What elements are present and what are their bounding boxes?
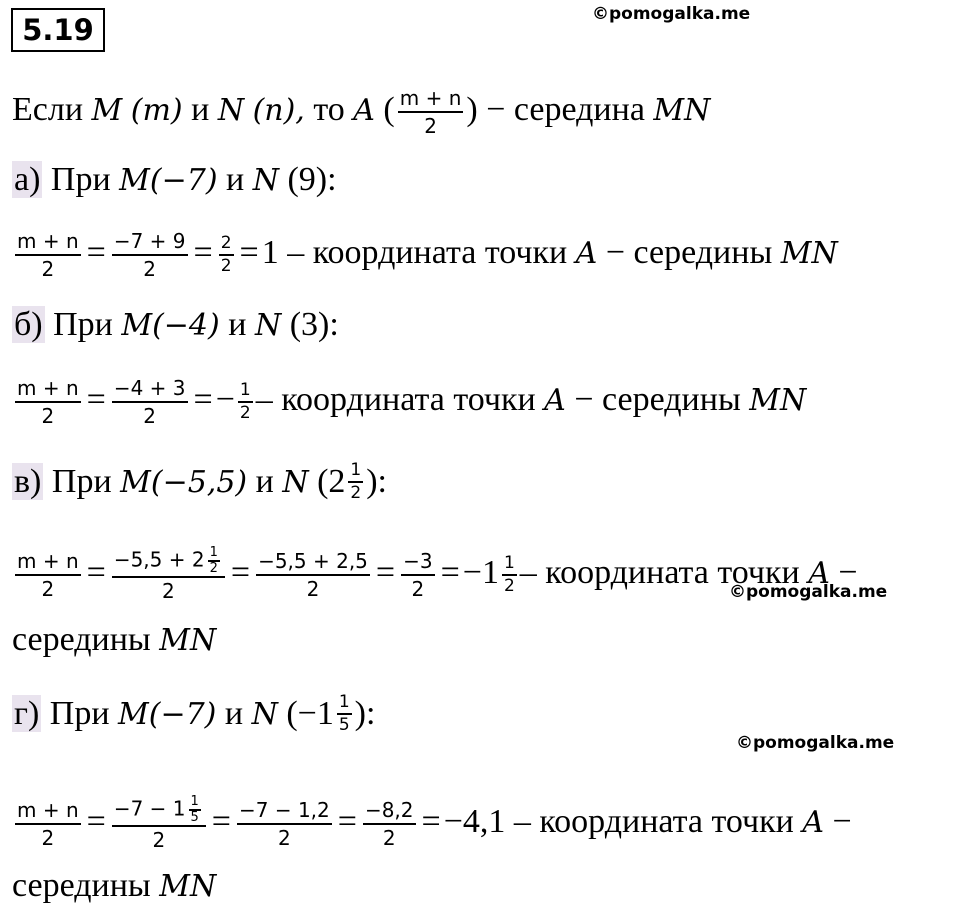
conj-to: то bbox=[313, 90, 345, 128]
n-value: (−1 bbox=[286, 695, 334, 732]
conj: и bbox=[228, 306, 247, 343]
heading-text: При bbox=[53, 306, 113, 343]
var-N: N bbox=[252, 163, 279, 198]
fraction: $\frac{-8,2}{2}$ bbox=[364, 798, 414, 850]
equals: = bbox=[86, 233, 106, 271]
var-A: A bbox=[353, 92, 375, 128]
n-value: (2 bbox=[317, 463, 346, 500]
fraction: $\frac{m + n}{2}$ bbox=[17, 376, 79, 428]
part-a-formula bbox=[12, 228, 838, 282]
m-value: (−5,5) bbox=[150, 465, 248, 500]
part-b-formula bbox=[12, 375, 806, 429]
m-value: (−7) bbox=[149, 163, 218, 198]
part-v-line2 bbox=[12, 620, 216, 661]
var-MN: MN bbox=[159, 623, 217, 658]
description: середины bbox=[12, 621, 151, 658]
intro-text: Если bbox=[12, 90, 84, 128]
fraction: −5,5 + 2 $\frac{1}{2}$ 2 bbox=[112, 546, 225, 604]
var-N: N bbox=[217, 92, 245, 128]
var-M: M bbox=[119, 163, 150, 198]
part-b-heading bbox=[12, 305, 339, 346]
var-M: M bbox=[121, 308, 153, 343]
fraction: $\frac{-5,5 + 2,5}{2}$ bbox=[258, 549, 368, 601]
var-MN: MN bbox=[749, 382, 807, 418]
dash: – bbox=[513, 802, 531, 840]
fraction: $\frac{m + n}{2}$ bbox=[17, 549, 79, 601]
result: −4,1 bbox=[443, 802, 506, 840]
var-N: N bbox=[254, 308, 282, 343]
part-g-formula bbox=[12, 795, 852, 853]
description: координата точки bbox=[539, 802, 794, 840]
paren: ): bbox=[366, 463, 388, 500]
problem-number: 5.19 bbox=[11, 8, 105, 52]
equals: = bbox=[239, 233, 259, 271]
var-M: M bbox=[120, 465, 151, 500]
heading-text: При bbox=[49, 695, 110, 732]
var-A: A bbox=[544, 382, 566, 418]
equals: = bbox=[193, 380, 213, 418]
fraction: $\frac{m + n}{2}$ bbox=[17, 229, 79, 281]
equals: = bbox=[193, 233, 213, 271]
var-A: A bbox=[575, 235, 598, 271]
var-M: M bbox=[91, 92, 123, 128]
fraction: $\frac{-7 + 9}{2}$ bbox=[113, 229, 186, 281]
conj: и bbox=[255, 463, 274, 500]
fraction: $\frac{1}{2}$ bbox=[239, 380, 251, 423]
fraction: $\frac{1}{5}$ bbox=[338, 692, 350, 735]
dash: – bbox=[255, 380, 273, 418]
dash: − bbox=[838, 553, 858, 591]
dash: – bbox=[519, 553, 537, 591]
equals: = bbox=[211, 802, 231, 840]
fraction: $\frac{-7 - 1,2}{2}$ bbox=[238, 798, 330, 850]
dash: − bbox=[832, 802, 852, 840]
m-value: (−7) bbox=[148, 697, 217, 732]
paren: ( bbox=[383, 90, 395, 128]
part-g-line2 bbox=[12, 866, 216, 907]
conj: и bbox=[226, 161, 245, 198]
paren: ) bbox=[466, 90, 478, 128]
var-MN: MN bbox=[653, 92, 711, 128]
description: − середины bbox=[605, 233, 773, 271]
dash: – bbox=[287, 233, 305, 271]
fraction: $\frac{m + n}{2}$ bbox=[399, 86, 462, 138]
var-A: A bbox=[808, 555, 830, 591]
description: − середины bbox=[574, 380, 741, 418]
m-value: (−4) bbox=[152, 308, 220, 343]
fraction: $\frac{-3}{2}$ bbox=[403, 549, 433, 601]
description: середины bbox=[12, 867, 151, 904]
equals: = bbox=[440, 553, 460, 591]
conj: и bbox=[224, 695, 244, 732]
fraction: −7 − 1 $\frac{1}{5}$ 2 bbox=[112, 795, 206, 853]
equals: = bbox=[421, 802, 441, 840]
equals: = bbox=[86, 380, 106, 418]
fraction: $\frac{-4 + 3}{2}$ bbox=[113, 376, 186, 428]
equals: = bbox=[86, 553, 106, 591]
fraction: $\frac{m + n}{2}$ bbox=[17, 798, 79, 850]
var-N: N bbox=[282, 465, 309, 500]
paren: ): bbox=[354, 695, 376, 732]
watermark-bottom: ©pomogalka.me bbox=[736, 733, 895, 753]
intro-tail: − середина bbox=[486, 90, 645, 128]
part-v-heading bbox=[12, 460, 387, 504]
var-A: A bbox=[802, 804, 825, 840]
n-value: (9): bbox=[287, 161, 337, 198]
description: координата точки bbox=[281, 380, 536, 418]
equals: = bbox=[230, 553, 251, 591]
part-a-heading bbox=[12, 160, 337, 201]
part-label: а) bbox=[14, 161, 41, 198]
fraction: $\frac{1}{2}$ bbox=[350, 460, 362, 503]
result: 1 bbox=[261, 233, 279, 271]
watermark-middle: ©pomogalka.me bbox=[729, 582, 888, 602]
var-MN: MN bbox=[159, 869, 217, 904]
equals: = bbox=[86, 802, 106, 840]
heading-text: При bbox=[51, 463, 112, 500]
result: −1 bbox=[462, 553, 499, 591]
fraction: $\frac{2}{2}$ bbox=[220, 233, 232, 276]
var-MN: MN bbox=[780, 235, 838, 271]
fraction: $\frac{1}{5}$ bbox=[190, 794, 199, 825]
n-value: (3): bbox=[289, 306, 339, 343]
fraction: $\frac{1}{2}$ bbox=[503, 553, 515, 596]
var-n: (n), bbox=[252, 92, 305, 128]
watermark-top: ©pomogalka.me bbox=[592, 4, 751, 24]
description: координата точки bbox=[312, 233, 568, 271]
equals: = bbox=[337, 802, 357, 840]
equals: = bbox=[375, 553, 396, 591]
conj: и bbox=[191, 90, 210, 128]
part-label: в) bbox=[14, 463, 42, 500]
minus: − bbox=[215, 380, 235, 418]
part-label: г) bbox=[14, 695, 40, 732]
var-M: M bbox=[118, 697, 149, 732]
var-m: (m) bbox=[130, 92, 183, 128]
fraction: $\frac{1}{2}$ bbox=[209, 545, 218, 576]
intro-line bbox=[12, 85, 710, 139]
part-label: б) bbox=[14, 306, 43, 343]
part-g-heading bbox=[12, 692, 375, 736]
description: координата точки bbox=[545, 553, 800, 591]
heading-text: При bbox=[50, 161, 111, 198]
var-N: N bbox=[251, 697, 278, 732]
